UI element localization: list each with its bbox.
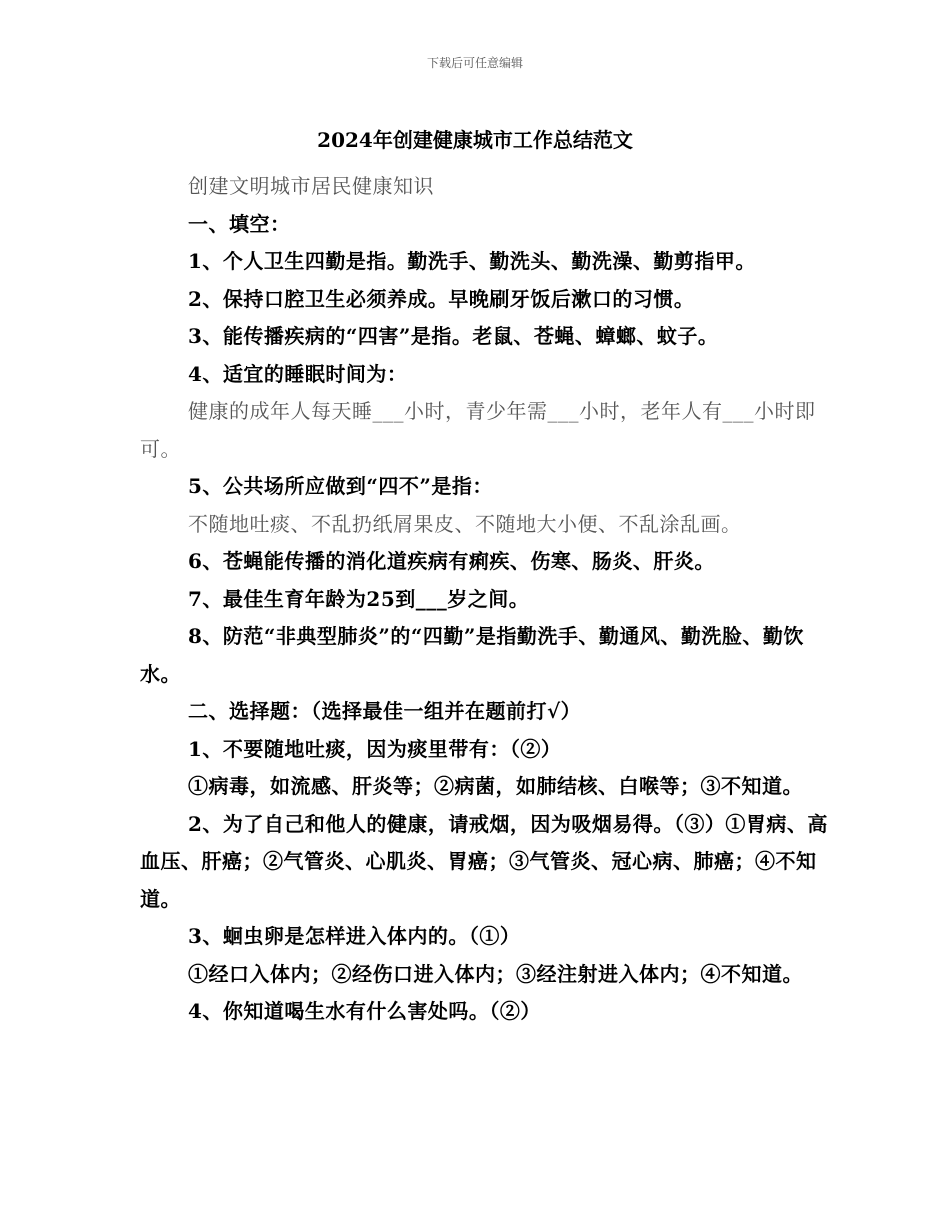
paragraph: 2、保持口腔卫生必须养成。早晚刷牙饭后漱口的习惯。 <box>188 286 695 311</box>
paragraph: 3、能传播疾病的“四害”是指。老鼠、苍蝇、蟑螂、蚊子。 <box>188 324 719 348</box>
document-title: 2024年创建健康城市工作总结范文 <box>317 128 633 152</box>
paragraph: 6、苍蝇能传播的消化道疾病有痢疾、伤寒、肠炎、肝炎。 <box>188 549 715 573</box>
paragraph: 创建文明城市居民健康知识 <box>188 174 434 198</box>
paragraph: 2、为了自己和他人的健康，请戒烟，因为吸烟易得。（③）①胃病、高血压、肝癌；②气管炎、心肌炎、胃癌；③气管炎、冠心病、肺癌；④不知道。 <box>140 811 828 911</box>
paragraph: 5、公共场所应做到“四不”是指： <box>188 474 493 498</box>
paragraph: 8、防范“非典型肺炎”的“四勤”是指勤洗手、勤通风、勤洗脸、勤饮水。 <box>140 624 804 686</box>
paragraph: 一、填空： <box>188 211 291 236</box>
document-body <box>140 168 830 1031</box>
paragraph: 1、个人卫生四勤是指。勤洗手、勤洗头、勤洗澡、勤剪指甲。 <box>188 249 756 273</box>
paragraph: ①经口入体内；②经伤口进入体内；③经注射进入体内；④不知道。 <box>188 961 803 986</box>
page-header: 下载后可任意编辑 <box>426 56 523 70</box>
paragraph: 7、最佳生育年龄为25到___岁之间。 <box>188 586 530 611</box>
paragraph: 3、蛔虫卵是怎样进入体内的。（①） <box>188 924 521 948</box>
paragraph: ①病毒，如流感、肝炎等；②病菌，如肺结核、白喉等；③不知道。 <box>188 774 803 798</box>
paragraph: 不随地吐痰、不乱扔纸屑果皮、不随地大小便、不乱涂乱画。 <box>188 511 742 536</box>
paragraph: 4、你知道喝生水有什么害处吗。（②） <box>188 999 541 1023</box>
paragraph: 1、不要随地吐痰，因为痰里带有：（②） <box>188 736 562 761</box>
paragraph: 二、选择题：（选择最佳一组并在题前打√） <box>188 699 582 723</box>
paragraph: 健康的成年人每天睡___小时，青少年需___小时，老年人有___小时即可。 <box>140 399 816 461</box>
paragraph: 4、适宜的睡眠时间为： <box>188 361 408 386</box>
